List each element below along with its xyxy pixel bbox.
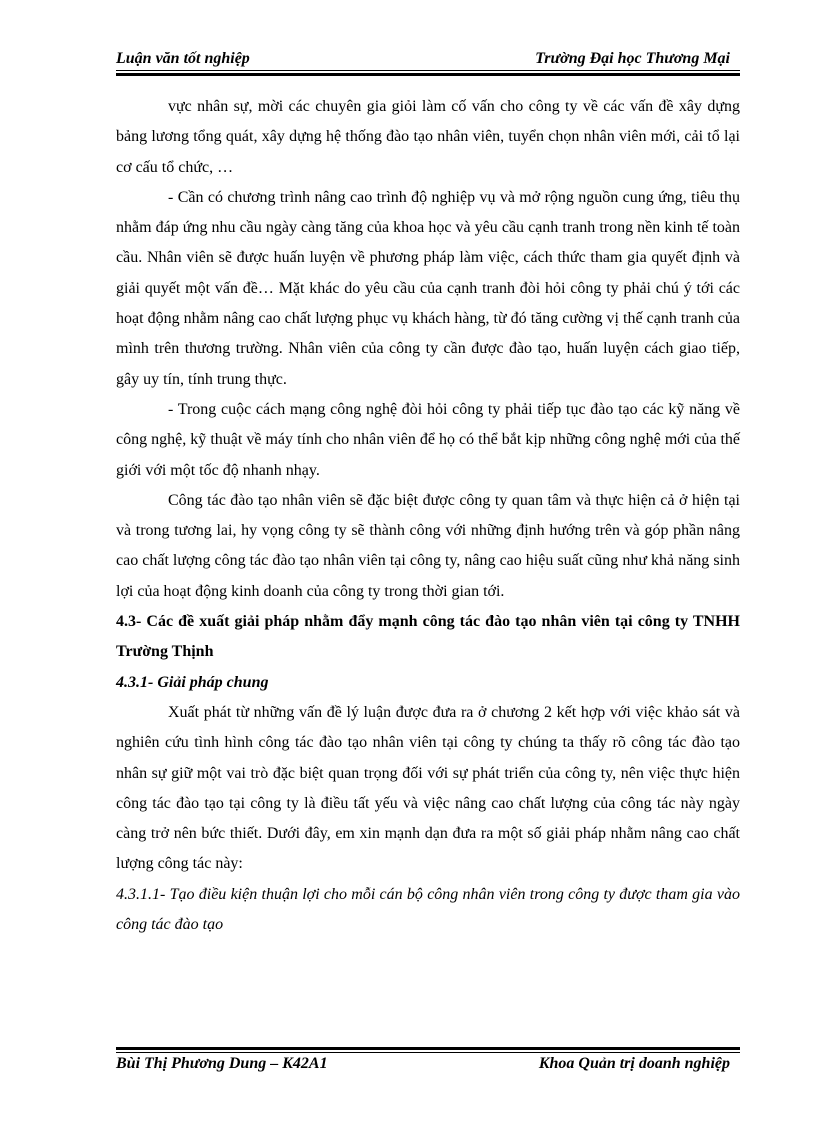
page-footer [116, 1055, 740, 1079]
paragraph-3: - Trong cuộc cách mạng công nghệ đòi hỏi công ty phải tiếp tục đào tạo các kỹ năng về công nghệ, kỹ thuật về máy tính cho nhân viên để họ có thể bắt kịp những công nghệ mới của thế giới với một tốc độ nhanh nhạy. [116, 400, 740, 479]
page-body [116, 92, 740, 940]
footer-rule-thin [116, 1052, 740, 1053]
subsubsection-heading: 4.3.1.1- Tạo điều kiện thuận lợi cho mỗi cán bộ công nhân viên trong công ty được tham gia vào công tác đào tạo [116, 885, 740, 934]
paragraph-1: vực nhân sự, mời các chuyên gia giỏi làm cố vấn cho công ty về các vấn đề xây dựng bảng lương tổng quát, xây dựng hệ thống đào tạo nhân viên, tuyển chọn nhân viên mới, cải tổ lại cơ cấu tổ chức, … [116, 98, 740, 176]
footer-author: Bùi Thị Phương Dung – K42A1 [116, 1055, 328, 1072]
section-heading: 4.3- Các đề xuất giải pháp nhằm đẩy mạnh công tác đào tạo nhân viên tại công ty TNHH Trường Thịnh [116, 613, 740, 661]
footer-rule-thick [116, 1047, 740, 1050]
header-university: Trường Đại học Thương Mại [535, 50, 730, 67]
footer-faculty: Khoa Quản trị doanh nghiệp [538, 1055, 730, 1072]
header-thesis-title: Luận văn tốt nghiệp [116, 50, 250, 67]
page-header [116, 47, 740, 71]
header-rule-thick [116, 73, 740, 76]
paragraph-4: Công tác đào tạo nhân viên sẽ đặc biệt được công ty quan tâm và thực hiện cả ở hiện tại và trong tương lai, hy vọng công ty sẽ thành công với những định hướng trên và góp phần nâng cao chất lượng công tác đào tạo nhân viên tại công ty, nâng cao hiệu suất cũng như khả năng sinh lợi của hoạt động kinh doanh của công ty trong thời gian tới. [116, 491, 740, 600]
header-rule-thin [116, 70, 740, 71]
paragraph-5: Xuất phát từ những vấn đề lý luận được đưa ra ở chương 2 kết hợp với việc khảo sát và nghiên cứu tình hình công tác đào tạo nhân viên tại công ty chúng ta thấy rõ công tác đào tạo nhân sự giữ một vai trò đặc biệt quan trọng đối với sự phát triển của công ty, nên việc thực hiện công tác đào tạo tại công ty là điều tất yếu và việc nâng cao chất lượng của công tác này ngày càng trở nên bức thiết. Dưới đây, em xin mạnh dạn đưa ra một số giải pháp nhằm nâng cao chất lượng công tác này: [116, 703, 740, 873]
subsection-heading: 4.3.1- Giải pháp chung [116, 673, 269, 691]
paragraph-2: - Cần có chương trình nâng cao trình độ nghiệp vụ và mở rộng nguồn cung ứng, tiêu thụ nhằm đáp ứng nhu cầu ngày càng tăng của khoa học và yêu cầu cạnh tranh trong nền kinh tế toàn cầu. Nhân viên sẽ được huấn luyện về phương pháp làm việc, cách thức tham gia quyết định và giải quyết một vấn đề… Mặt khác do yêu cầu của cạnh tranh đòi hỏi công ty phải chú ý tới các hoạt động nhằm nâng cao chất lượng phục vụ khách hàng, từ đó tăng cường vị thế cạnh tranh của mình trên thương trường. Nhân viên của công ty cần được đào tạo, huấn luyện cách giao tiếp, gây uy tín, tính trung thực. [116, 188, 740, 388]
